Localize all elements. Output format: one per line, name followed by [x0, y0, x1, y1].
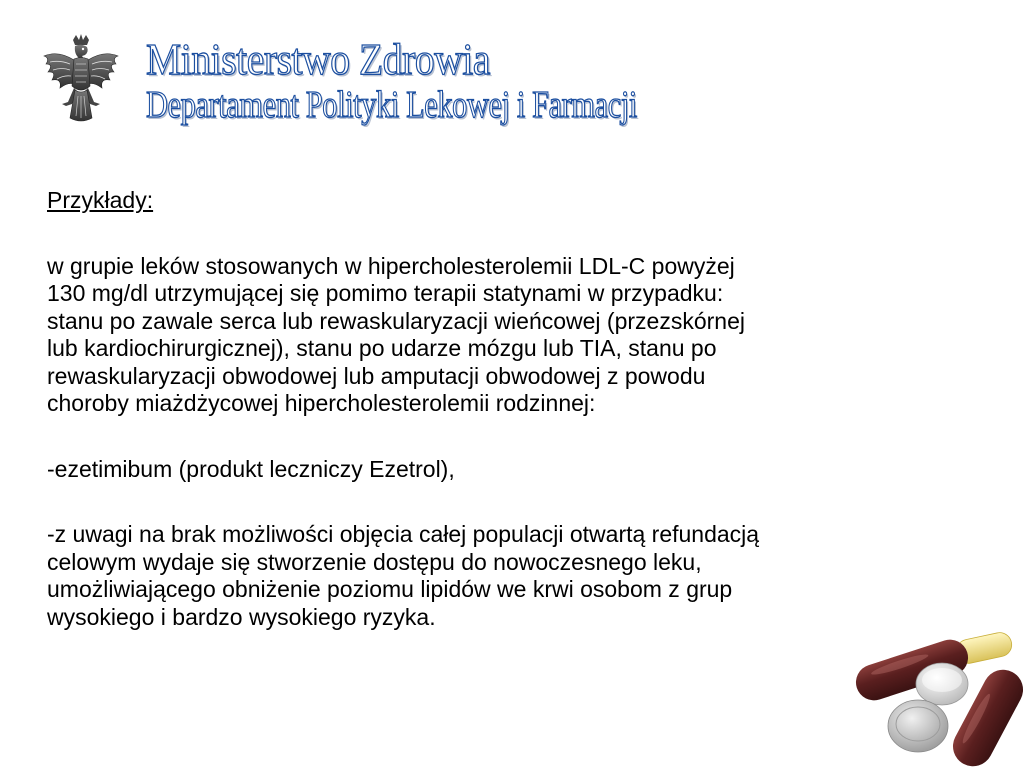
paragraph-line: 130 mg/dl utrzymującej się pomimo terapii statynami w przypadku:	[47, 280, 724, 306]
paragraph-line: celowym wydaje się stworzenie dostępu do nowoczesnego leku,	[47, 548, 702, 575]
paragraph-justification	[47, 521, 947, 631]
paragraph-line: -ezetimibum (produkt leczniczy Ezetrol),	[47, 455, 455, 482]
slide-body	[47, 187, 947, 631]
examples-heading: Przykłady:	[47, 187, 154, 213]
department-title: Departament Polityki Lekowej i Farmacji	[146, 84, 637, 126]
paragraph-line: rewaskularyzacji obwodowej lub amputacji obwodowej z powodu	[47, 362, 706, 389]
paragraph-line: w grupie leków stosowanych w hipercholesterolemii LDL-C powyżej	[47, 252, 735, 279]
polish-eagle-emblem-icon	[40, 34, 122, 126]
paragraph-line: choroby miażdżycowej hipercholesterolemii rodzinnej:	[47, 390, 596, 416]
paragraph-line: umożliwiającego obniżenie poziomu lipidów we krwi osobom z grup	[47, 576, 733, 602]
paragraph-indication	[47, 253, 947, 418]
pills-icon	[848, 626, 1024, 768]
paragraph-line: stanu po zawale serca lub rewaskularyzacji wieńcowej (przezskórnej	[47, 307, 745, 334]
paragraph-line: lub kardiochirurgicznej), stanu po udarze mózgu lub TIA, stanu po	[47, 335, 717, 361]
paragraph-drug	[47, 456, 947, 484]
paragraph-line: -z uwagi na brak możliwości objęcia całej populacji otwartą refundacją	[47, 521, 760, 547]
ministry-title: Ministerstwo Zdrowia	[146, 35, 491, 84]
paragraph-line: wysokiego i bardzo wysokiego ryzyka.	[47, 603, 436, 630]
